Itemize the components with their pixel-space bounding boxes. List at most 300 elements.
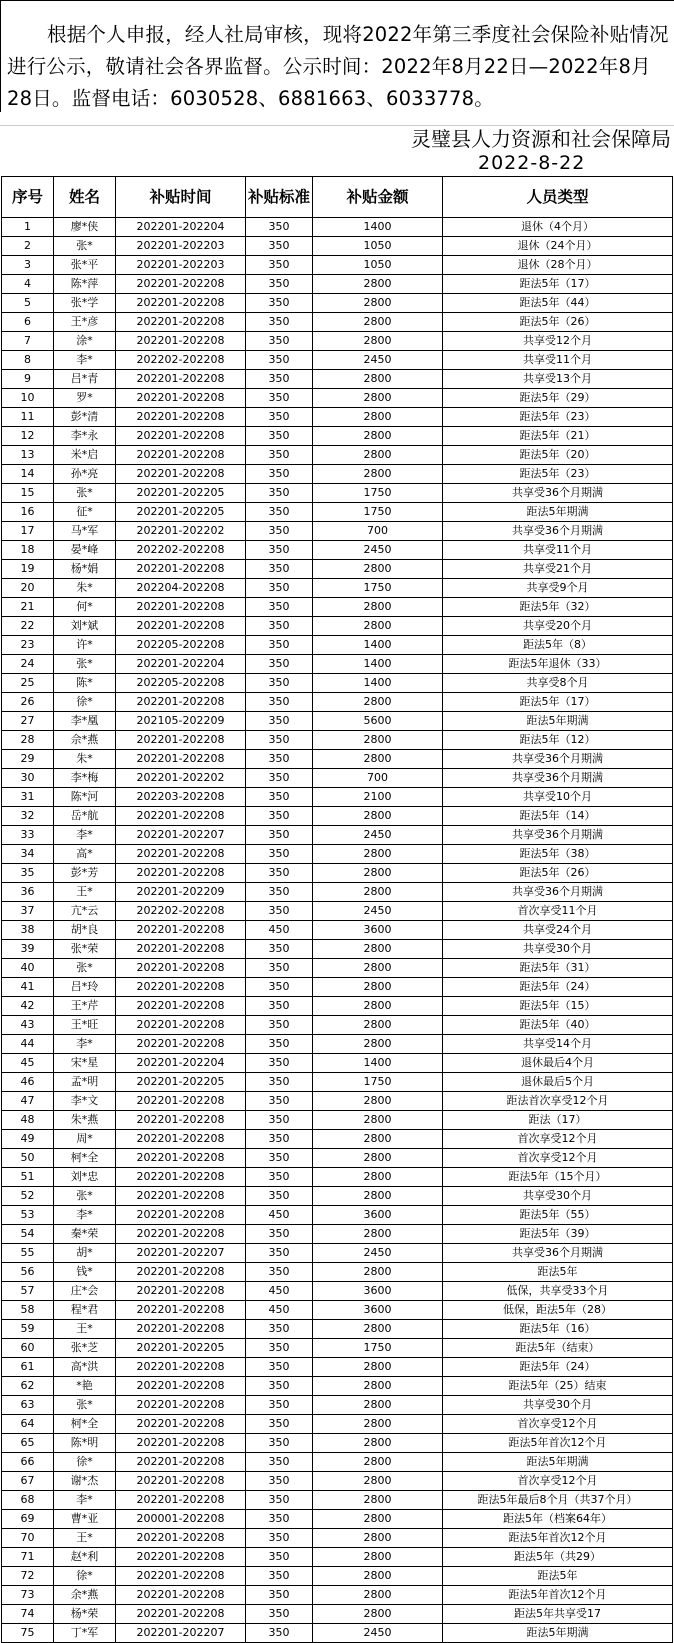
- cell-seq: 73: [2, 1586, 54, 1605]
- table-row: [2, 750, 673, 769]
- cell-name: 张*芝: [54, 1339, 116, 1358]
- cell-amount: 2450: [313, 826, 443, 845]
- table-row: [2, 1263, 673, 1282]
- cell-period: 202201-202208: [116, 1092, 246, 1111]
- cell-period: 200001-202208: [116, 1510, 246, 1529]
- cell-period: 202201-202208: [116, 1415, 246, 1434]
- cell-name: 李*凰: [54, 712, 116, 731]
- cell-amount: 3600: [313, 1301, 443, 1320]
- table-row: [2, 1396, 673, 1415]
- cell-amount: 2800: [313, 1453, 443, 1472]
- cell-category: 共享受13个月: [443, 370, 673, 389]
- cell-category: 共享受14个月: [443, 1035, 673, 1054]
- cell-category: 距法5年（14）: [443, 807, 673, 826]
- cell-seq: 20: [2, 579, 54, 598]
- cell-name: 许*: [54, 636, 116, 655]
- cell-name: 王*: [54, 1529, 116, 1548]
- cell-category: 距法5年（15个月）: [443, 1168, 673, 1187]
- cell-standard: 350: [246, 1472, 313, 1491]
- cell-standard: 350: [246, 1054, 313, 1073]
- cell-standard: 350: [246, 1187, 313, 1206]
- table-row: [2, 1377, 673, 1396]
- cell-amount: 2800: [313, 731, 443, 750]
- table-row: [2, 1225, 673, 1244]
- cell-seq: 33: [2, 826, 54, 845]
- cell-seq: 54: [2, 1225, 54, 1244]
- cell-period: 202201-202209: [116, 883, 246, 902]
- divider: [0, 125, 674, 126]
- cell-seq: 19: [2, 560, 54, 579]
- cell-amount: 2800: [313, 332, 443, 351]
- cell-name: 徐*: [54, 693, 116, 712]
- cell-amount: 2800: [313, 1567, 443, 1586]
- cell-period: 202201-202208: [116, 845, 246, 864]
- cell-seq: 37: [2, 902, 54, 921]
- cell-name: 庄*会: [54, 1282, 116, 1301]
- cell-category: 距法5年（8）: [443, 636, 673, 655]
- cell-name: 张*: [54, 655, 116, 674]
- cell-period: 202201-202203: [116, 256, 246, 275]
- cell-seq: 70: [2, 1529, 54, 1548]
- cell-name: 亢*云: [54, 902, 116, 921]
- cell-seq: 64: [2, 1415, 54, 1434]
- cell-name: 佘*燕: [54, 731, 116, 750]
- cell-name: 马*军: [54, 522, 116, 541]
- table-row: [2, 959, 673, 978]
- cell-category: 距法5年（20）: [443, 446, 673, 465]
- cell-amount: 2800: [313, 1092, 443, 1111]
- table-row: [2, 864, 673, 883]
- table-row: [2, 1586, 673, 1605]
- cell-name: 赵*利: [54, 1548, 116, 1567]
- header-seq: 序号: [2, 177, 54, 218]
- table-row: [2, 484, 673, 503]
- cell-standard: 350: [246, 294, 313, 313]
- cell-amount: 1750: [313, 484, 443, 503]
- cell-period: 202201-202208: [116, 1282, 246, 1301]
- cell-category: 共享受9个月: [443, 579, 673, 598]
- cell-period: 202201-202208: [116, 1187, 246, 1206]
- table-row: [2, 712, 673, 731]
- cell-name: 王*芹: [54, 997, 116, 1016]
- cell-period: 202201-202208: [116, 921, 246, 940]
- cell-name: 丁*军: [54, 1624, 116, 1643]
- cell-name: 刘*忠: [54, 1168, 116, 1187]
- cell-name: 秦*荣: [54, 1225, 116, 1244]
- cell-standard: 350: [246, 1244, 313, 1263]
- cell-period: 202201-202205: [116, 484, 246, 503]
- table-row: [2, 522, 673, 541]
- cell-period: 202201-202208: [116, 997, 246, 1016]
- cell-amount: 2800: [313, 370, 443, 389]
- cell-period: 202205-202208: [116, 674, 246, 693]
- table-row: [2, 1548, 673, 1567]
- table-body: [2, 218, 673, 1643]
- cell-name: 李*梅: [54, 769, 116, 788]
- cell-period: 202201-202208: [116, 598, 246, 617]
- cell-amount: 2800: [313, 1472, 443, 1491]
- cell-name: 彭*清: [54, 408, 116, 427]
- cell-amount: 2800: [313, 1187, 443, 1206]
- table-row: [2, 788, 673, 807]
- cell-name: 米*启: [54, 446, 116, 465]
- table-row: [2, 427, 673, 446]
- cell-seq: 13: [2, 446, 54, 465]
- cell-amount: 2800: [313, 1548, 443, 1567]
- table-row: [2, 237, 673, 256]
- cell-seq: 18: [2, 541, 54, 560]
- cell-seq: 67: [2, 1472, 54, 1491]
- cell-period: 202203-202208: [116, 788, 246, 807]
- cell-standard: 350: [246, 389, 313, 408]
- cell-seq: 32: [2, 807, 54, 826]
- cell-amount: 2100: [313, 788, 443, 807]
- cell-period: 202201-202208: [116, 864, 246, 883]
- table-row: [2, 1453, 673, 1472]
- cell-name: 朱*: [54, 750, 116, 769]
- cell-period: 202201-202208: [116, 617, 246, 636]
- cell-seq: 51: [2, 1168, 54, 1187]
- cell-period: 202201-202208: [116, 1301, 246, 1320]
- cell-seq: 27: [2, 712, 54, 731]
- cell-name: 胡*良: [54, 921, 116, 940]
- cell-category: 距法5年（24）: [443, 1358, 673, 1377]
- cell-category: 距法5年期满: [443, 503, 673, 522]
- cell-category: 共享受11个月: [443, 541, 673, 560]
- cell-category: 共享受11个月: [443, 351, 673, 370]
- cell-amount: 2800: [313, 294, 443, 313]
- cell-name: 李*: [54, 1206, 116, 1225]
- cell-amount: 2800: [313, 1605, 443, 1624]
- cell-category: 共享受36个月期满: [443, 883, 673, 902]
- cell-standard: 350: [246, 845, 313, 864]
- cell-standard: 350: [246, 1453, 313, 1472]
- cell-category: 共享受30个月: [443, 940, 673, 959]
- cell-seq: 26: [2, 693, 54, 712]
- cell-amount: 5600: [313, 712, 443, 731]
- cell-standard: 350: [246, 446, 313, 465]
- cell-seq: 44: [2, 1035, 54, 1054]
- cell-period: 202201-202208: [116, 560, 246, 579]
- cell-standard: 350: [246, 1035, 313, 1054]
- table-row: [2, 674, 673, 693]
- cell-standard: 350: [246, 237, 313, 256]
- cell-seq: 57: [2, 1282, 54, 1301]
- cell-standard: 350: [246, 1548, 313, 1567]
- cell-seq: 52: [2, 1187, 54, 1206]
- cell-period: 202201-202208: [116, 332, 246, 351]
- cell-amount: 2800: [313, 1168, 443, 1187]
- cell-period: 202205-202208: [116, 636, 246, 655]
- cell-standard: 350: [246, 1567, 313, 1586]
- cell-amount: 2800: [313, 1510, 443, 1529]
- table-row: [2, 617, 673, 636]
- cell-category: 距法5年（21）: [443, 427, 673, 446]
- cell-period: 202201-202204: [116, 218, 246, 237]
- cell-amount: 2800: [313, 1586, 443, 1605]
- cell-category: 共享受36个月期满: [443, 522, 673, 541]
- cell-period: 202201-202208: [116, 1529, 246, 1548]
- cell-standard: 350: [246, 1510, 313, 1529]
- cell-category: 退休最后4个月: [443, 1054, 673, 1073]
- cell-category: 退休（24个月）: [443, 237, 673, 256]
- cell-period: 202201-202208: [116, 465, 246, 484]
- cell-amount: 2800: [313, 1377, 443, 1396]
- cell-category: 共享受30个月: [443, 1187, 673, 1206]
- cell-standard: 350: [246, 1073, 313, 1092]
- cell-standard: 350: [246, 1339, 313, 1358]
- cell-period: 202201-202208: [116, 1396, 246, 1415]
- cell-period: 202201-202208: [116, 1434, 246, 1453]
- cell-category: 退休（28个月）: [443, 256, 673, 275]
- cell-period: 202204-202208: [116, 579, 246, 598]
- table-row: [2, 1529, 673, 1548]
- cell-standard: 350: [246, 788, 313, 807]
- cell-name: 胡*: [54, 1244, 116, 1263]
- cell-amount: 2800: [313, 1016, 443, 1035]
- table-row: [2, 313, 673, 332]
- cell-standard: 350: [246, 332, 313, 351]
- cell-category: 距法5年（26）: [443, 313, 673, 332]
- cell-amount: 2800: [313, 617, 443, 636]
- table-row: [2, 1510, 673, 1529]
- cell-name: 罗*: [54, 389, 116, 408]
- cell-name: 刘*斌: [54, 617, 116, 636]
- cell-standard: 450: [246, 921, 313, 940]
- cell-standard: 350: [246, 1263, 313, 1282]
- cell-amount: 2800: [313, 1225, 443, 1244]
- cell-seq: 3: [2, 256, 54, 275]
- cell-category: 共享受36个月期满: [443, 826, 673, 845]
- cell-name: 程*君: [54, 1301, 116, 1320]
- cell-amount: 2800: [313, 275, 443, 294]
- cell-standard: 350: [246, 1624, 313, 1643]
- cell-category: 距法5年（44）: [443, 294, 673, 313]
- table-row: [2, 218, 673, 237]
- cell-standard: 350: [246, 674, 313, 693]
- cell-period: 202201-202208: [116, 408, 246, 427]
- cell-amount: 1400: [313, 1054, 443, 1073]
- cell-name: 柯*全: [54, 1149, 116, 1168]
- cell-amount: 2800: [313, 845, 443, 864]
- cell-period: 202201-202208: [116, 693, 246, 712]
- cell-standard: 350: [246, 560, 313, 579]
- cell-name: 李*: [54, 351, 116, 370]
- cell-period: 202201-202204: [116, 655, 246, 674]
- cell-name: 谢*杰: [54, 1472, 116, 1491]
- table-row: [2, 655, 673, 674]
- table-row: [2, 1491, 673, 1510]
- cell-seq: 29: [2, 750, 54, 769]
- cell-seq: 15: [2, 484, 54, 503]
- cell-name: 孙*亮: [54, 465, 116, 484]
- table-row: [2, 560, 673, 579]
- header-name: 姓名: [54, 177, 116, 218]
- cell-amount: 2800: [313, 1434, 443, 1453]
- cell-standard: 350: [246, 1415, 313, 1434]
- cell-name: 王*旺: [54, 1016, 116, 1035]
- cell-category: 距法5年（档案64年）: [443, 1510, 673, 1529]
- notice-box: [0, 0, 674, 112]
- cell-period: 202201-202208: [116, 731, 246, 750]
- cell-name: 涂*: [54, 332, 116, 351]
- cell-category: 距法5年（24）: [443, 978, 673, 997]
- cell-period: 202202-202208: [116, 541, 246, 560]
- cell-standard: 350: [246, 408, 313, 427]
- cell-period: 202201-202208: [116, 446, 246, 465]
- table-row: [2, 503, 673, 522]
- cell-amount: 2800: [313, 693, 443, 712]
- cell-period: 202201-202208: [116, 1206, 246, 1225]
- cell-period: 202201-202208: [116, 959, 246, 978]
- cell-standard: 350: [246, 959, 313, 978]
- cell-amount: 1400: [313, 674, 443, 693]
- cell-category: 距法5年首次12个月: [443, 1529, 673, 1548]
- cell-seq: 23: [2, 636, 54, 655]
- cell-amount: 2800: [313, 427, 443, 446]
- cell-period: 202201-202208: [116, 1111, 246, 1130]
- cell-seq: 47: [2, 1092, 54, 1111]
- cell-seq: 66: [2, 1453, 54, 1472]
- cell-name: *艳: [54, 1377, 116, 1396]
- table-row: [2, 1073, 673, 1092]
- cell-amount: 700: [313, 522, 443, 541]
- cell-category: 距法5年（23）: [443, 408, 673, 427]
- cell-name: 张*: [54, 959, 116, 978]
- cell-seq: 16: [2, 503, 54, 522]
- cell-standard: 350: [246, 636, 313, 655]
- table-row: [2, 1187, 673, 1206]
- cell-standard: 350: [246, 522, 313, 541]
- table-row: [2, 579, 673, 598]
- cell-name: 张*学: [54, 294, 116, 313]
- table-row: [2, 997, 673, 1016]
- cell-category: 距法5年期满: [443, 1453, 673, 1472]
- cell-seq: 59: [2, 1320, 54, 1339]
- cell-name: 朱*燕: [54, 1111, 116, 1130]
- cell-period: 202201-202208: [116, 1263, 246, 1282]
- table-row: [2, 1320, 673, 1339]
- cell-standard: 350: [246, 275, 313, 294]
- table-row: [2, 1244, 673, 1263]
- table-row: [2, 1358, 673, 1377]
- cell-standard: 350: [246, 902, 313, 921]
- cell-seq: 30: [2, 769, 54, 788]
- cell-amount: 1050: [313, 237, 443, 256]
- cell-category: 共享受12个月: [443, 332, 673, 351]
- cell-seq: 25: [2, 674, 54, 693]
- cell-category: 距法5年退休（33）: [443, 655, 673, 674]
- cell-period: 202201-202208: [116, 389, 246, 408]
- table-row: [2, 598, 673, 617]
- table-row: [2, 940, 673, 959]
- cell-name: 李*永: [54, 427, 116, 446]
- cell-seq: 53: [2, 1206, 54, 1225]
- cell-name: 张*: [54, 1396, 116, 1415]
- cell-category: 距法5年最后8个月（共37个月）: [443, 1491, 673, 1510]
- cell-amount: 2450: [313, 902, 443, 921]
- cell-seq: 46: [2, 1073, 54, 1092]
- table-row: [2, 1282, 673, 1301]
- cell-period: 202201-202208: [116, 1567, 246, 1586]
- cell-name: 征*: [54, 503, 116, 522]
- cell-name: 徐*: [54, 1453, 116, 1472]
- cell-seq: 50: [2, 1149, 54, 1168]
- cell-standard: 350: [246, 655, 313, 674]
- issue-date: 2022-8-22: [478, 152, 586, 174]
- cell-name: 张*: [54, 237, 116, 256]
- cell-name: 王*彦: [54, 313, 116, 332]
- table-row: [2, 408, 673, 427]
- cell-seq: 6: [2, 313, 54, 332]
- cell-period: 202201-202208: [116, 1377, 246, 1396]
- cell-category: 首次享受12个月: [443, 1415, 673, 1434]
- cell-amount: 2450: [313, 541, 443, 560]
- cell-category: 低保，距法5年（28）: [443, 1301, 673, 1320]
- cell-period: 202201-202203: [116, 237, 246, 256]
- cell-category: 共享受36个月期满: [443, 484, 673, 503]
- cell-category: 共享受36个月期满: [443, 769, 673, 788]
- cell-period: 202202-202208: [116, 902, 246, 921]
- cell-standard: 350: [246, 484, 313, 503]
- cell-seq: 72: [2, 1567, 54, 1586]
- cell-amount: 2800: [313, 883, 443, 902]
- cell-standard: 350: [246, 1605, 313, 1624]
- cell-amount: 2800: [313, 1491, 443, 1510]
- cell-seq: 39: [2, 940, 54, 959]
- cell-category: 距法5年（共29）: [443, 1548, 673, 1567]
- cell-name: 周*: [54, 1130, 116, 1149]
- cell-period: 202201-202208: [116, 807, 246, 826]
- cell-amount: 2800: [313, 807, 443, 826]
- cell-period: 202201-202208: [116, 1149, 246, 1168]
- table-row: [2, 807, 673, 826]
- cell-category: 首次享受12个月: [443, 1149, 673, 1168]
- cell-name: 张*平: [54, 256, 116, 275]
- cell-seq: 68: [2, 1491, 54, 1510]
- cell-category: 距法5年（38）: [443, 845, 673, 864]
- cell-period: 202201-202208: [116, 1605, 246, 1624]
- cell-category: 距法5年共享受17: [443, 1605, 673, 1624]
- cell-seq: 7: [2, 332, 54, 351]
- cell-amount: 1400: [313, 636, 443, 655]
- cell-period: 202201-202208: [116, 1358, 246, 1377]
- cell-seq: 65: [2, 1434, 54, 1453]
- table-row: [2, 1111, 673, 1130]
- cell-seq: 28: [2, 731, 54, 750]
- cell-standard: 350: [246, 1130, 313, 1149]
- table-row: [2, 1168, 673, 1187]
- cell-standard: 350: [246, 1586, 313, 1605]
- cell-name: 余*燕: [54, 1586, 116, 1605]
- cell-period: 202201-202208: [116, 370, 246, 389]
- cell-standard: 350: [246, 1434, 313, 1453]
- cell-seq: 45: [2, 1054, 54, 1073]
- cell-seq: 42: [2, 997, 54, 1016]
- cell-category: 首次享受11个月: [443, 902, 673, 921]
- table-row: [2, 1605, 673, 1624]
- cell-name: 晏*峰: [54, 541, 116, 560]
- cell-period: 202201-202205: [116, 1339, 246, 1358]
- cell-category: 距法首次享受12个月: [443, 1092, 673, 1111]
- cell-seq: 22: [2, 617, 54, 636]
- cell-seq: 2: [2, 237, 54, 256]
- cell-standard: 350: [246, 1016, 313, 1035]
- cell-category: 退休最后5个月: [443, 1073, 673, 1092]
- cell-amount: 2800: [313, 1035, 443, 1054]
- cell-category: 共享受21个月: [443, 560, 673, 579]
- table-row: [2, 1339, 673, 1358]
